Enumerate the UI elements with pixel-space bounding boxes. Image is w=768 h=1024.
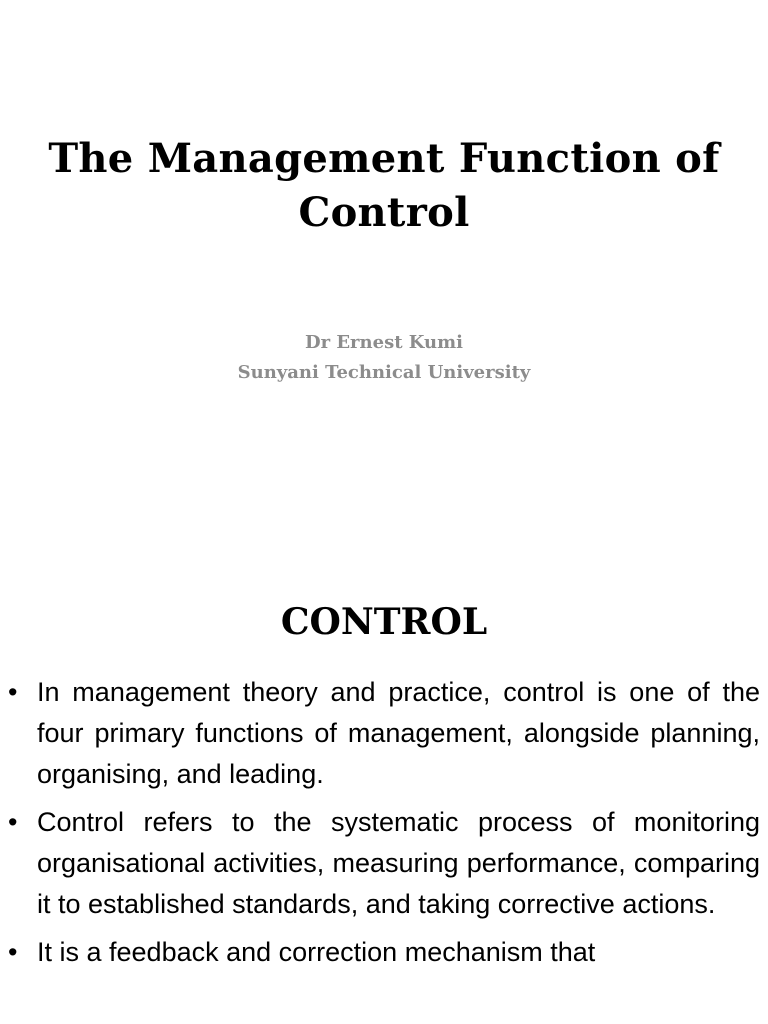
- institution-name: Sunyani Technical University: [237, 362, 531, 383]
- bullet-dot-icon: •: [8, 807, 18, 837]
- bullet-text: Control refers to the systematic process of monitoring organisational activities, measuring performance, comparing it to established standards, and taking corrective actions.: [37, 807, 760, 919]
- bullet-dot-icon: •: [8, 937, 18, 967]
- section-heading: CONTROL: [280, 601, 488, 643]
- author-name: Dr Ernest Kumi: [304, 332, 464, 353]
- presentation-title: The Management Function of Control: [48, 135, 720, 236]
- bullet-item: [0, 802, 768, 925]
- bullet-item: [0, 932, 768, 973]
- bullet-text: It is a feedback and correction mechanism that: [37, 937, 596, 967]
- bullet-dot-icon: •: [8, 677, 18, 707]
- bullet-text: In management theory and practice, control is one of the four primary functions of management, alongside planning, organising, and leading.: [37, 677, 760, 789]
- bullet-item: [0, 672, 768, 795]
- bullet-list: [0, 672, 768, 980]
- control-slide: [0, 576, 768, 1024]
